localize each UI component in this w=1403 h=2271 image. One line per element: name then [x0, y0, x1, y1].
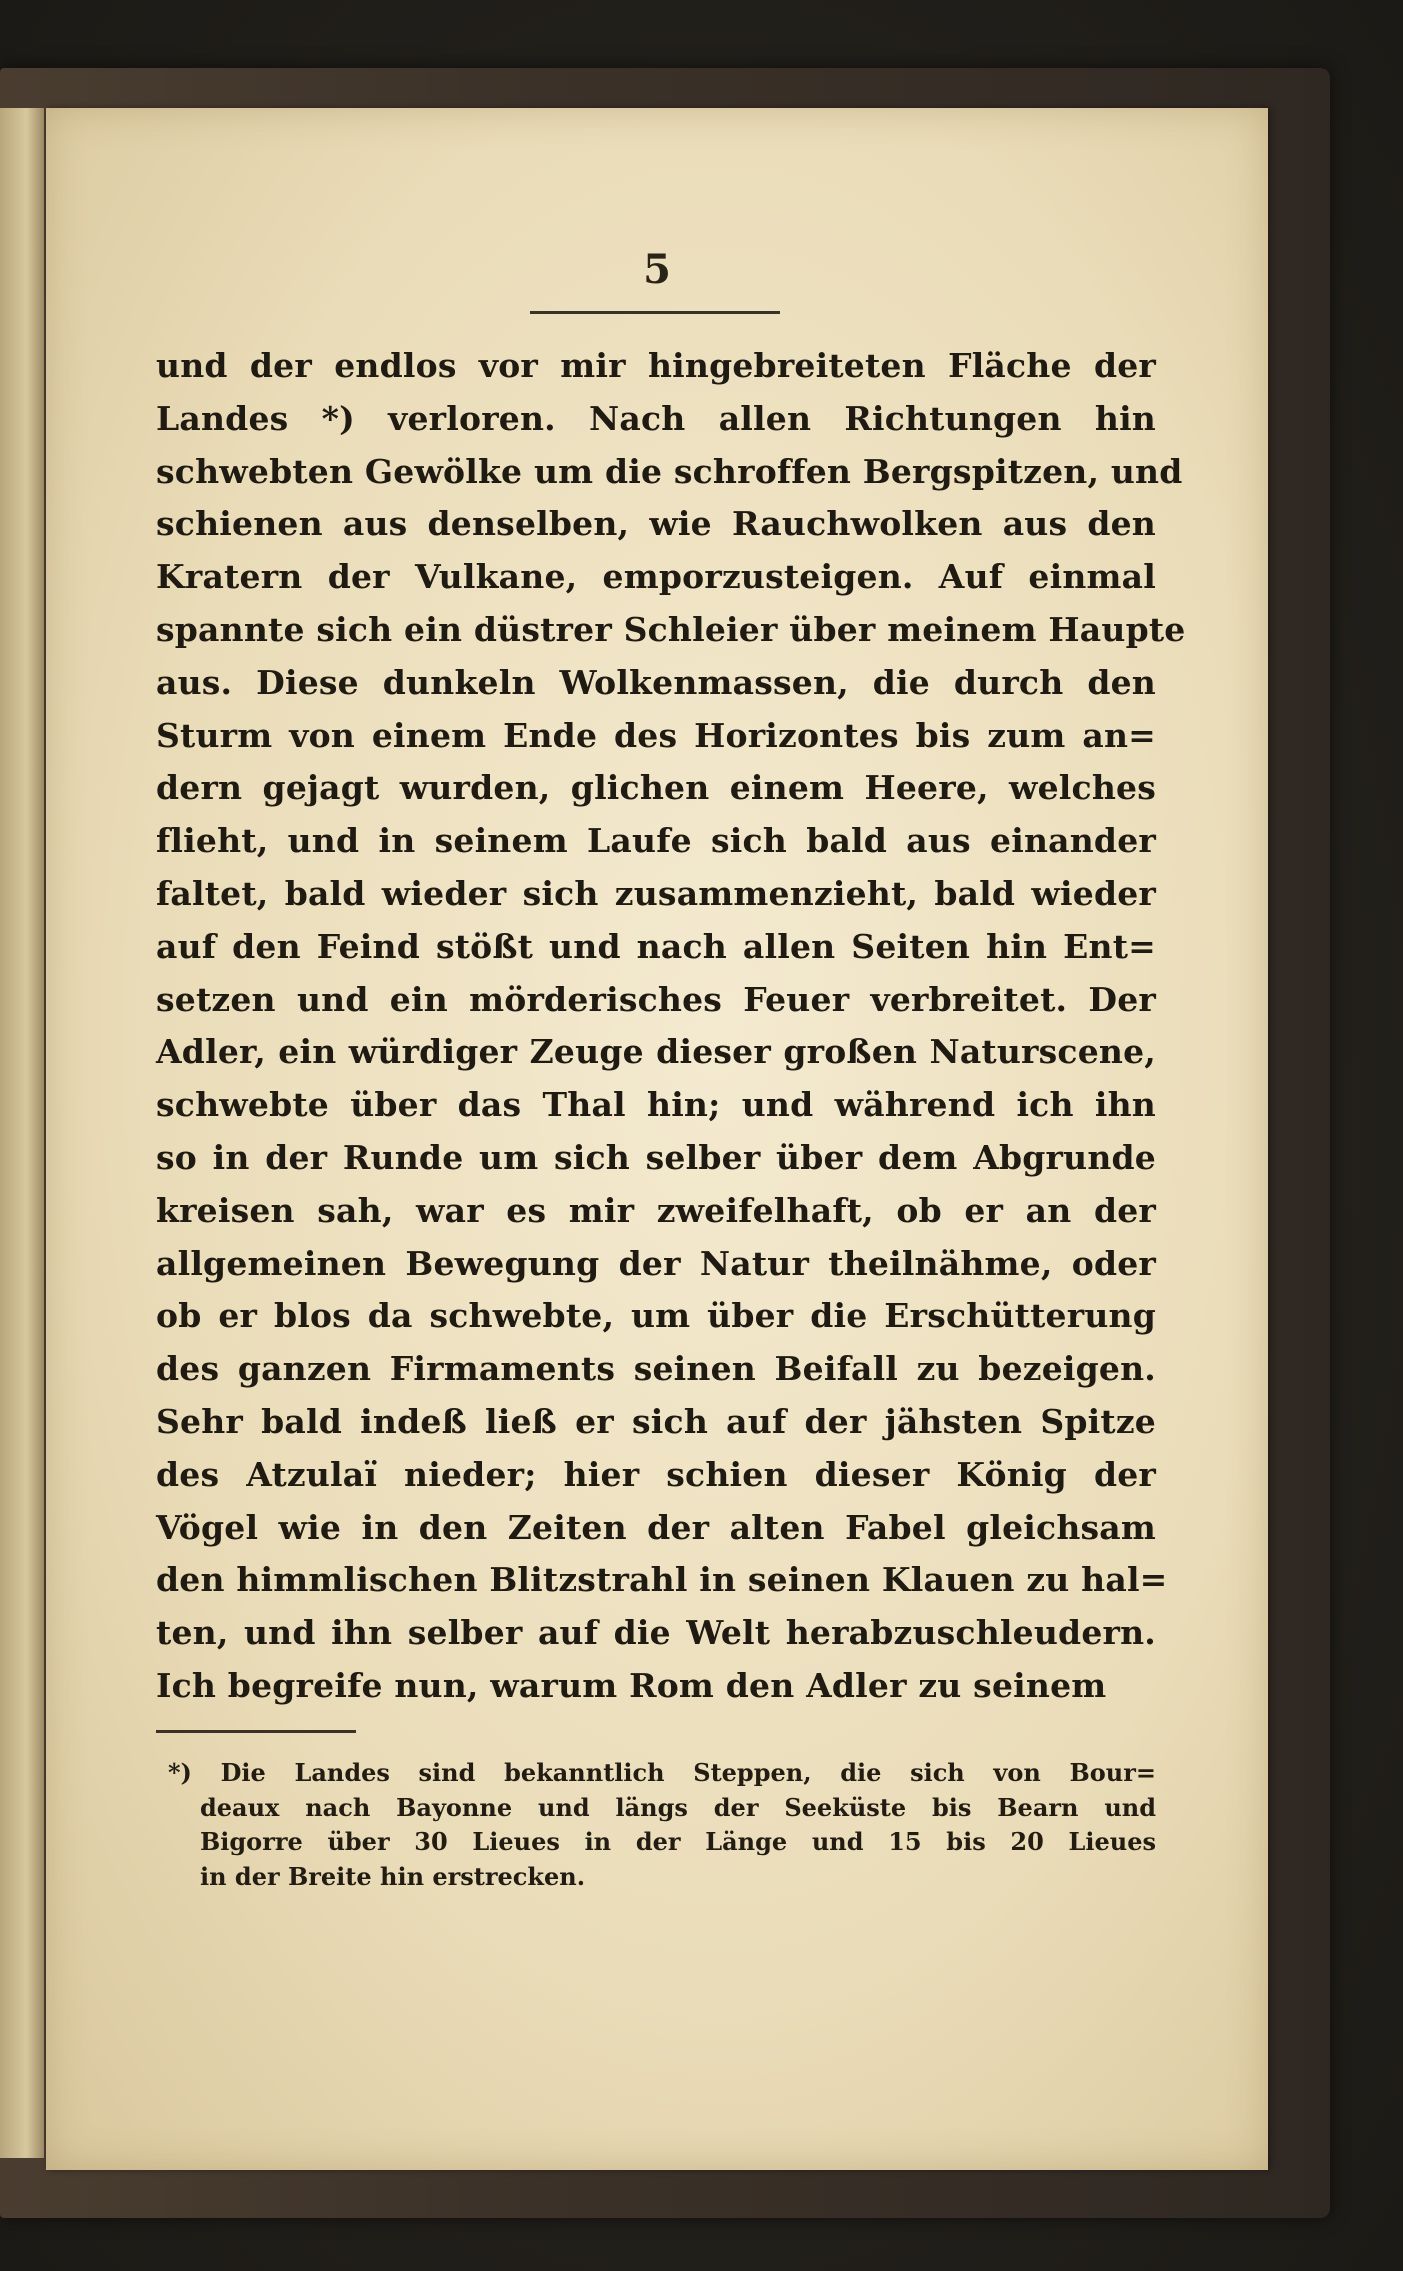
previous-page-edge [0, 108, 44, 2158]
text-line: Sehr bald indeß ließ er sich auf der jähsten Spitze [156, 1401, 1156, 1441]
header-rule [530, 311, 780, 314]
text-line: aus. Diese dunkeln Wolkenmassen, die durch den [156, 662, 1156, 702]
text-line: kreisen sah, war es mir zweifelhaft, ob er an der [156, 1190, 1156, 1230]
text-line: Landes *) verloren. Nach allen Richtungen hin [156, 398, 1156, 438]
footnote-rule [156, 1730, 356, 1733]
text-line: so in der Runde um sich selber über dem Abgrunde [156, 1137, 1156, 1177]
text-line: und der endlos vor mir hingebreiteten Fläche der [156, 346, 1156, 385]
text-line: schwebte über das Thal hin; und während ich ihn [156, 1085, 1156, 1125]
text-line: ten, und ihn selber auf die Welt herabzuschleudern. [156, 1613, 1156, 1653]
text-line: Kratern der Vulkane, emporzusteigen. Auf einmal [156, 557, 1156, 597]
footnote-line: *) Die Landes sind bekanntlich Steppen, die sich von Bour= [168, 1758, 1156, 1787]
text-line: allgemeinen Bewegung der Natur theilnähme, oder [156, 1243, 1156, 1283]
text-line: des ganzen Firmaments seinen Beifall zu bezeigen. [156, 1349, 1156, 1389]
footnote-line: in der Breite hin erstrecken. [200, 1861, 586, 1891]
text-line: flieht, und in seinem Laufe sich bald aus einander [156, 821, 1156, 861]
footnote-line: Bigorre über 30 Lieues in der Länge und 15 bis 20 Lieues [200, 1827, 1156, 1856]
text-line: spannte sich ein düstrer Schleier über meinem Haupte [156, 609, 1186, 649]
text-line: Adler, ein würdiger Zeuge dieser großen Naturscene, [156, 1032, 1156, 1072]
text-line: dern gejagt wurden, glichen einem Heere, welches [156, 768, 1156, 808]
text-line: den himmlischen Blitzstrahl in seinen Klauen zu hal= [156, 1560, 1168, 1600]
text-line: schienen aus denselben, wie Rauchwolken aus den [156, 504, 1156, 544]
text-line: setzen und ein mörderisches Feuer verbreitet. Der [156, 979, 1156, 1019]
book-page [46, 108, 1268, 2170]
text-line: Sturm von einem Ende des Horizontes bis zum an= [156, 715, 1156, 755]
body-text [156, 340, 1186, 1713]
footnote [156, 1756, 1156, 1894]
text-line: Ich begreife nun, warum Rom den Adler zu seinem [156, 1665, 1107, 1705]
text-line: schwebten Gewölke um die schroffen Bergspitzen, und [156, 451, 1183, 491]
text-line: Vögel wie in den Zeiten der alten Fabel gleichsam [156, 1507, 1156, 1547]
text-line: des Atzulaï nieder; hier schien dieser König der [156, 1454, 1156, 1494]
footnote-line: deaux nach Bayonne und längs der Seeküste bis Bearn und [200, 1792, 1156, 1822]
text-line: auf den Feind stößt und nach allen Seiten hin Ent= [156, 926, 1156, 966]
text-line: ob er blos da schwebte, um über die Erschütterung [156, 1296, 1156, 1336]
text-line: faltet, bald wieder sich zusammenzieht, bald wieder [156, 873, 1156, 913]
page-number: 5 [643, 246, 671, 293]
